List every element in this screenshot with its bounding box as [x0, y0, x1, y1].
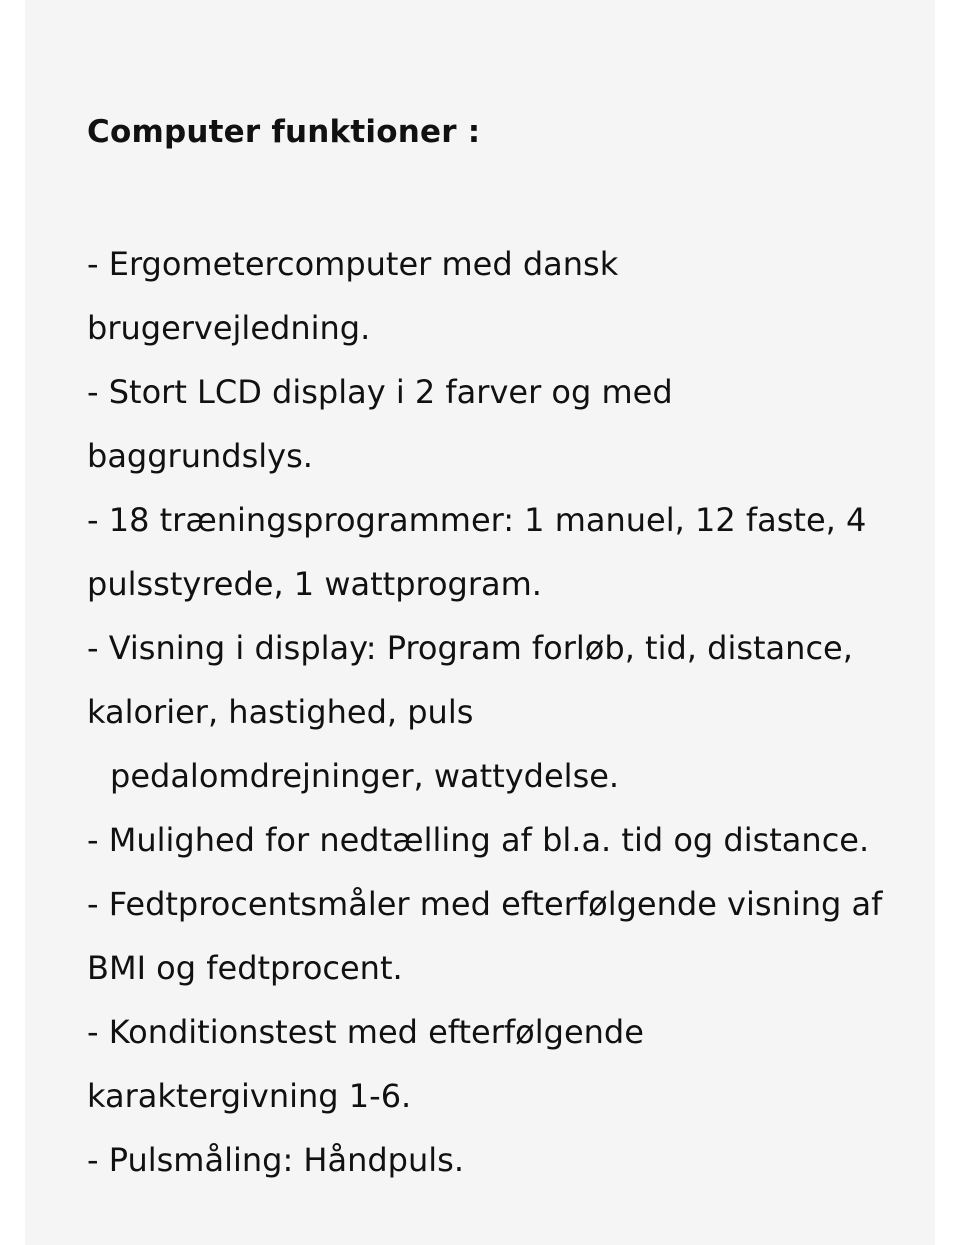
text-line: - Visning i display: Program forløb, tid, distance,: [87, 629, 853, 667]
text-line: kalorier, hastighed, puls: [87, 693, 474, 731]
text-line: - Stort LCD display i 2 farver og med: [87, 373, 673, 411]
text-line: BMI og fedtprocent.: [87, 949, 403, 987]
text-line: karaktergivning 1-6.: [87, 1077, 412, 1115]
text-line: - 18 træningsprogrammer: 1 manuel, 12 faste, 4: [87, 501, 867, 539]
text-line: - Mulighed for nedtælling af bl.a. tid og distance.: [87, 821, 870, 859]
text-line: pulsstyrede, 1 wattprogram.: [87, 565, 542, 603]
content-panel: [25, 0, 935, 1245]
text-line: - Ergometercomputer med dansk: [87, 245, 619, 283]
text-line: baggrundslys.: [87, 437, 313, 475]
document-body: [87, 104, 947, 1192]
spacer: [87, 160, 947, 232]
text-line: - Fedtprocentsmåler med efterfølgende visning af: [87, 885, 883, 923]
text-line: pedalomdrejninger, wattydelse.: [110, 757, 620, 795]
text-line: brugervejledning.: [87, 309, 371, 347]
text-line: - Pulsmåling: Håndpuls.: [87, 1141, 464, 1179]
text-line: - Konditionstest med efterfølgende: [87, 1013, 644, 1051]
document-title: Computer funktioner :: [87, 114, 481, 150]
